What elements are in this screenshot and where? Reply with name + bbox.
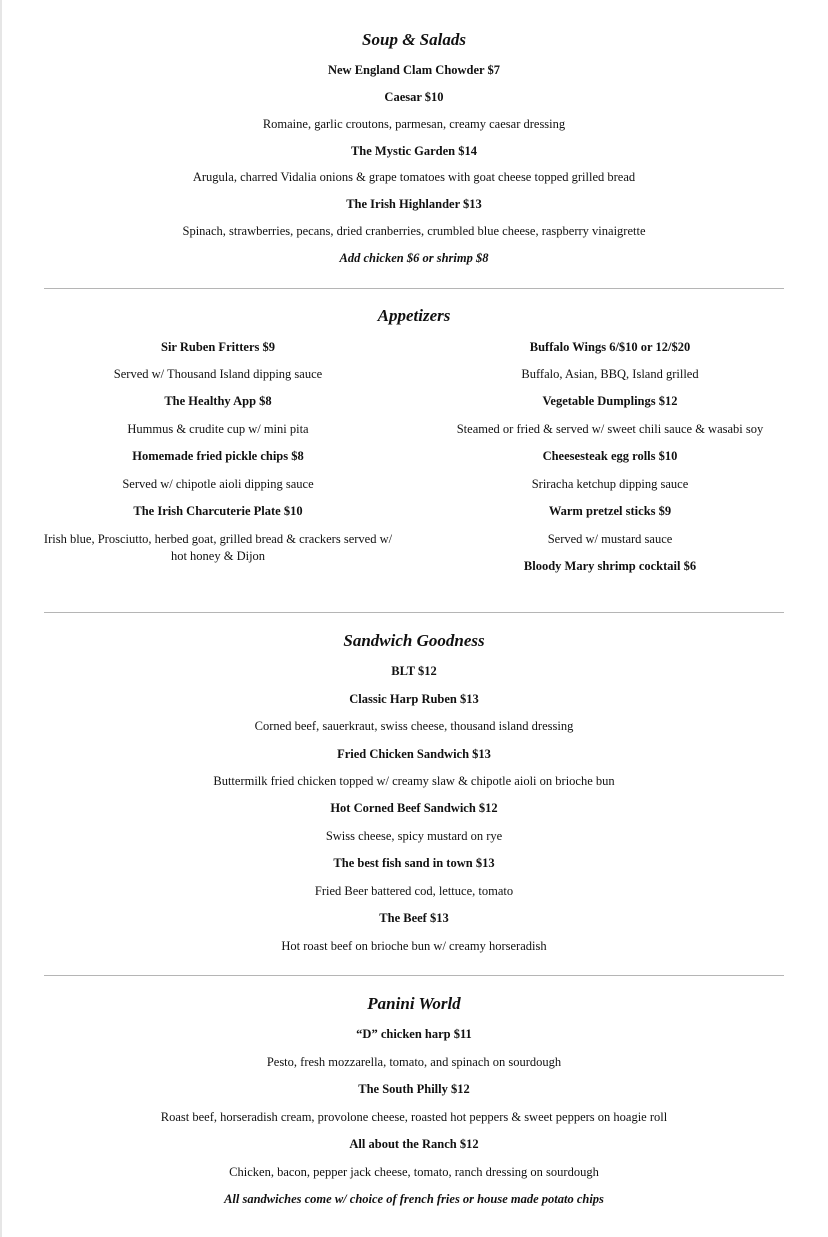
menu-item-name: Warm pretzel sticks $9 <box>548 504 672 518</box>
menu-item-name: Vegetable Dumplings $12 <box>542 394 678 408</box>
menu-item-name: The Irish Charcuterie Plate $10 <box>133 504 303 518</box>
menu-item-description: Roast beef, horseradish cream, provolone cheese, roasted hot peppers & sweet peppers on hoagie roll <box>160 1110 668 1124</box>
menu-item-name: New England Clam Chowder $7 <box>327 63 500 77</box>
menu-item-name: Cheesesteak egg rolls $10 <box>542 449 678 463</box>
section-title: Appetizers <box>377 306 451 325</box>
menu-item-description: Sriracha ketchup dipping sauce <box>531 477 689 491</box>
section-divider <box>44 288 784 289</box>
menu-item-description: Buffalo, Asian, BBQ, Island grilled <box>521 367 699 381</box>
menu-item-description: Spinach, strawberries, pecans, dried cranberries, crumbled blue cheese, raspberry vinaigrette <box>182 224 646 238</box>
menu-item-name: Classic Harp Ruben $13 <box>349 692 479 706</box>
section-note: All sandwiches come w/ choice of french fries or house made potato chips <box>224 1192 604 1206</box>
section-note: Add chicken $6 or shrimp $8 <box>339 251 489 265</box>
menu-item-name: The South Philly $12 <box>358 1082 470 1096</box>
menu-item-description: Hummus & crudite cup w/ mini pita <box>127 422 309 436</box>
menu-item-description: Irish blue, Prosciutto, herbed goat, grilled bread & crackers served w/ hot honey & Dijon <box>43 532 393 563</box>
menu-item-description: Romaine, garlic croutons, parmesan, creamy caesar dressing <box>262 117 566 131</box>
section-title: Sandwich Goodness <box>343 631 485 650</box>
menu-item-name: Bloody Mary shrimp cocktail $6 <box>523 559 697 573</box>
menu-item-name: The Mystic Garden $14 <box>350 144 478 158</box>
page-edge <box>0 0 2 1237</box>
menu-item-name: The best fish sand in town $13 <box>333 856 495 870</box>
menu-item-description: Fried Beer battered cod, lettuce, tomato <box>314 884 514 898</box>
menu-item-description: Buttermilk fried chicken topped w/ creamy slaw & chipotle aioli on brioche bun <box>213 774 615 788</box>
menu-item-name: The Beef $13 <box>379 911 449 925</box>
menu-item-name: Homemade fried pickle chips $8 <box>132 449 304 463</box>
menu-item-description: Steamed or fried & served w/ sweet chili sauce & wasabi soy <box>456 422 764 436</box>
menu-item-name: Sir Ruben Fritters $9 <box>161 340 275 354</box>
menu-item-description: Chicken, bacon, pepper jack cheese, tomato, ranch dressing on sourdough <box>229 1165 599 1179</box>
section-divider <box>44 975 784 976</box>
menu-item-description: Corned beef, sauerkraut, swiss cheese, thousand island dressing <box>254 719 574 733</box>
section-divider <box>44 612 784 613</box>
menu-item-name: Fried Chicken Sandwich $13 <box>337 747 491 761</box>
menu-item-description: Served w/ chipotle aioli dipping sauce <box>122 477 314 491</box>
menu-item-name: All about the Ranch $12 <box>349 1137 479 1151</box>
section-title: Panini World <box>367 994 461 1013</box>
menu-item-name: The Healthy App $8 <box>164 394 272 408</box>
menu-item-description: Served w/ Thousand Island dipping sauce <box>113 367 323 381</box>
menu-item-description: Arugula, charred Vidalia onions & grape tomatoes with goat cheese topped grilled bread <box>192 170 636 184</box>
menu-item-description: Hot roast beef on brioche bun w/ creamy horseradish <box>281 939 547 953</box>
menu-item-name: Caesar $10 <box>384 90 444 104</box>
menu-item-name: The Irish Highlander $13 <box>346 197 482 211</box>
menu-item-name: Hot Corned Beef Sandwich $12 <box>330 801 498 815</box>
section-title: Soup & Salads <box>362 30 466 49</box>
menu-item-name: “D” chicken harp $11 <box>356 1027 472 1041</box>
menu-item-description: Pesto, fresh mozzarella, tomato, and spinach on sourdough <box>266 1055 562 1069</box>
menu-item-name: BLT $12 <box>391 664 437 678</box>
menu-item-name: Buffalo Wings 6/$10 or 12/$20 <box>529 340 691 354</box>
menu-item-description: Served w/ mustard sauce <box>547 532 673 546</box>
menu-item-description: Swiss cheese, spicy mustard on rye <box>325 829 503 843</box>
